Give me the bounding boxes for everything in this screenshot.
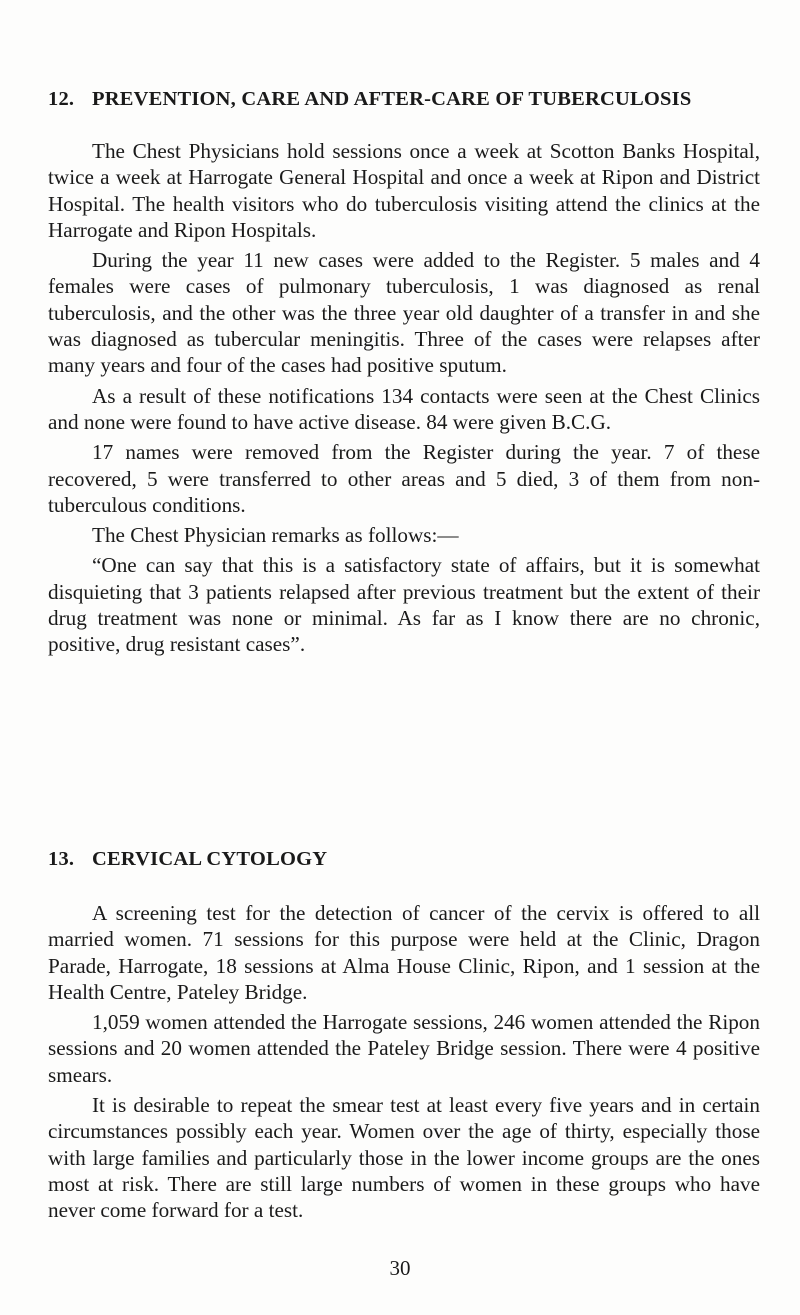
paragraph-new-cases: During the year 11 new cases were added to the Register. 5 males and 4 females were cases of pulmonary tuberculosis, 1 was diagnosed as renal tuberculosis, and the other was the three year old daughter of a transfer in and she was diagnosed as tubercular meningitis. Three of the cases were relapses after many years and four of the cases had positive sputum. bbox=[48, 248, 760, 378]
section-body bbox=[48, 138, 760, 658]
section-cervical-cytology bbox=[48, 846, 760, 1228]
section-tuberculosis bbox=[48, 86, 760, 662]
section-heading bbox=[48, 846, 760, 872]
paragraph-clinic-sessions: The Chest Physicians hold sessions once a week at Scotton Banks Hospital, twice a week at Harrogate General Hospital and once a week at Ripon and District Hospital. The health visitors who do tuberculosis visiting attend the clinics at the Harrogate and Ripon Hospitals. bbox=[48, 139, 760, 242]
paragraph-screening-sessions: A screening test for the detection of cancer of the cervix is offered to all married women. 71 sessions for this purpose were held at the Clinic, Dragon Parade, Harrogate, 18 sessions at Alma House Clinic, Ripon, and 1 session at the Health Centre, Pateley Bridge. bbox=[48, 901, 760, 1004]
section-title: CERVICAL CYTOLOGY bbox=[92, 848, 328, 870]
section-title: PREVENTION, CARE AND AFTER-CARE OF TUBERCULOSIS bbox=[92, 88, 692, 110]
section-number: 12. bbox=[48, 88, 75, 110]
paragraph-removed-names: 17 names were removed from the Register during the year. 7 of these recovered, 5 were transferred to other areas and 5 died, 3 of them from non-tuberculous conditions. bbox=[48, 440, 760, 517]
paragraph-contacts: As a result of these notifications 134 contacts were seen at the Chest Clinics and none were found to have active disease. 84 were given B.C.G. bbox=[48, 383, 760, 434]
paragraph-remarks-quote: “One can say that this is a satisfactory state of affairs, but it is somewhat disquieting that 3 patients relapsed after previous treatment but the extent of their drug treatment was none or minimal. As far as I know there are no chronic, positive, drug resistant cases”. bbox=[48, 553, 760, 657]
paragraph-attendance: 1,059 women attended the Harrogate sessions, 246 women attended the Ripon sessions and 20 women attended the Pateley Bridge session. There were 4 positive smears. bbox=[48, 1010, 760, 1087]
paragraph-remarks-intro: The Chest Physician remarks as follows:— bbox=[92, 523, 459, 548]
section-heading bbox=[48, 86, 760, 112]
page-number: 30 bbox=[389, 1256, 411, 1280]
paragraph-recommendation: It is desirable to repeat the smear test at least every five years and in certain circumstances possibly each year. Women over the age of thirty, especially those with large families and particularly those in the lower income groups are the ones most at risk. There are still large numbers of women in these groups who have never come forward for a test. bbox=[48, 1093, 760, 1223]
section-number: 13. bbox=[48, 848, 75, 870]
section-body bbox=[48, 900, 760, 1224]
